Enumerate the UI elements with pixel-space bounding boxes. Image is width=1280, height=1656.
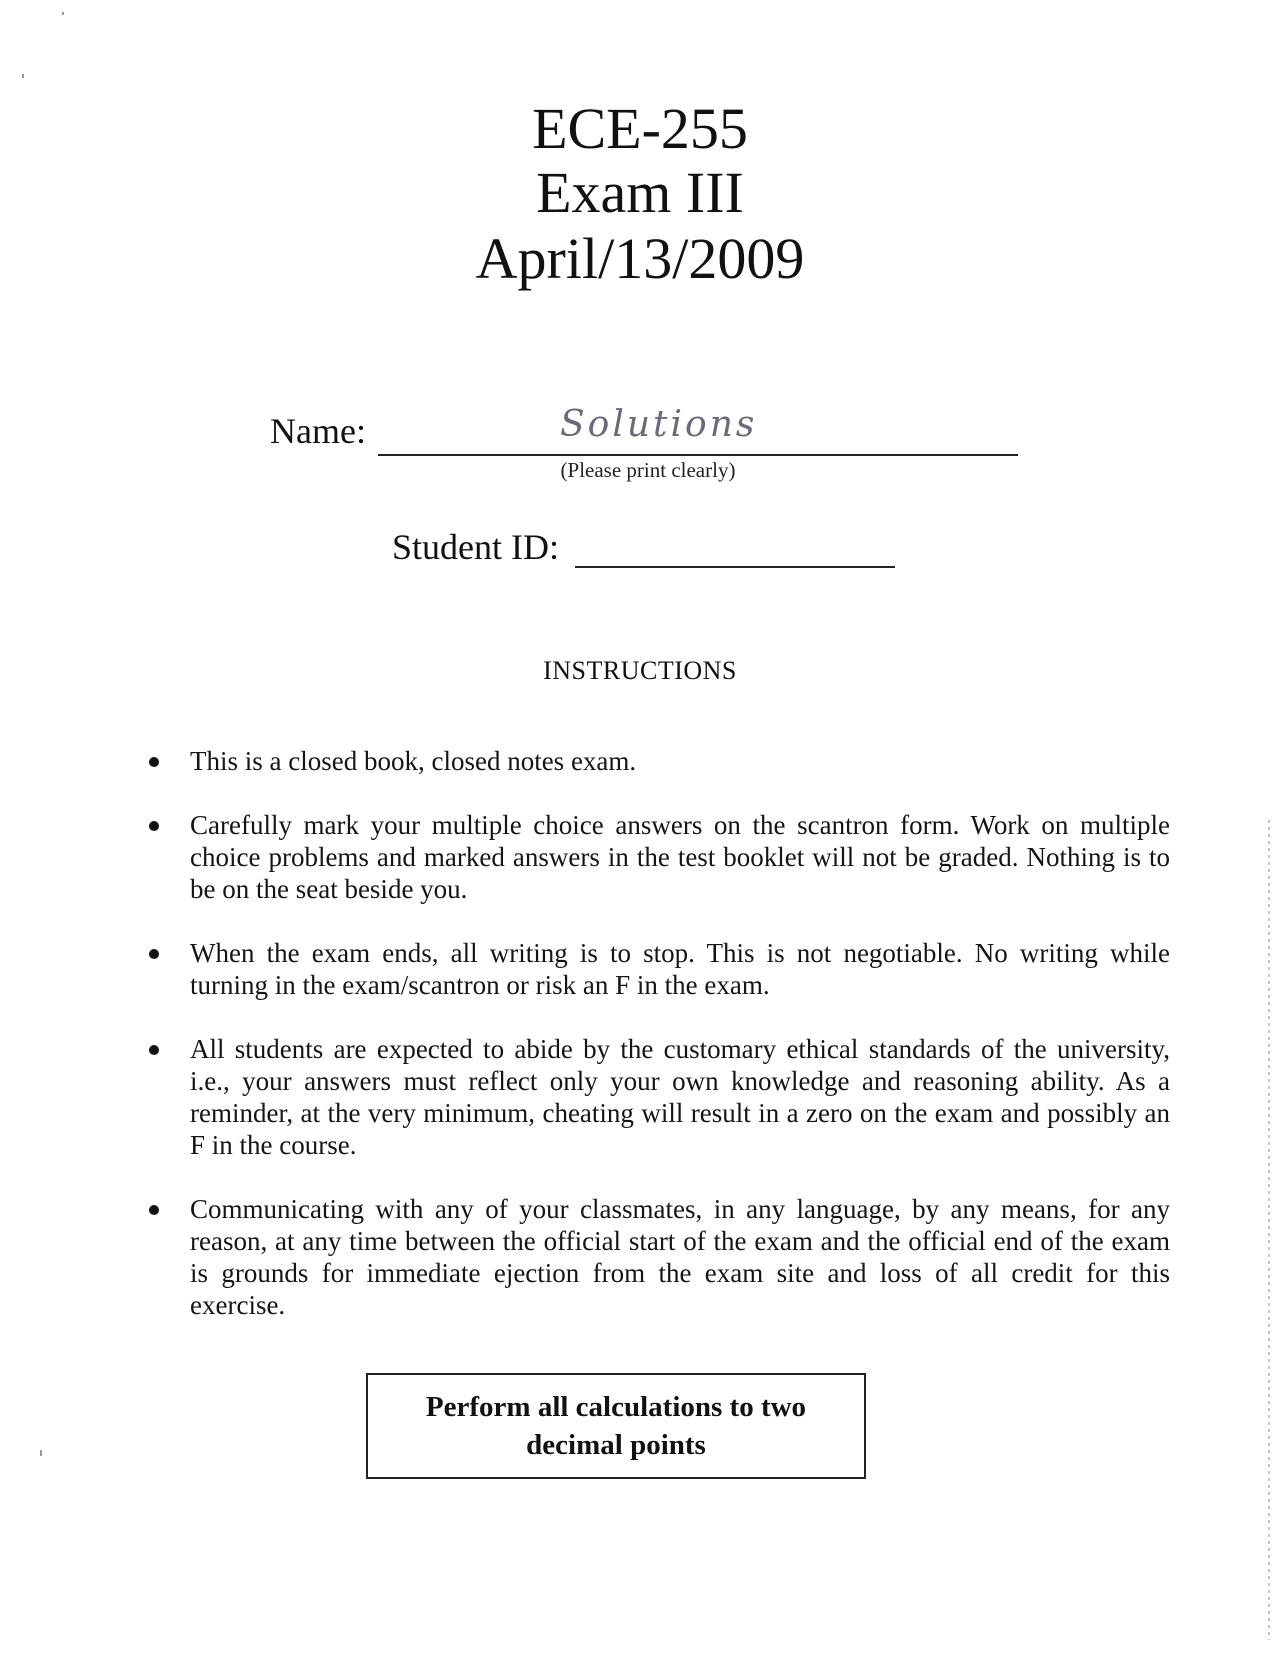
instruction-text: Carefully mark your multiple choice answers on the scantron form. Work on multiple choice problems and marked answers in the test booklet will not be graded. Nothing is to be on the seat beside you.	[190, 810, 1170, 904]
scan-speck	[40, 1450, 42, 1456]
bullet-icon	[149, 1045, 159, 1055]
instruction-item	[145, 1193, 1170, 1321]
bullet-icon	[149, 949, 159, 959]
calculation-notice-box	[366, 1373, 866, 1479]
name-handwritten-value[interactable]: Solutions	[560, 404, 758, 445]
instruction-text: All students are expected to abide by the customary ethical standards of the university, i.e., your answers must reflect only your own knowledge and reasoning ability. As a reminder, at the very minimum, cheating will result in a zero on the exam and possibly an F in the course.	[190, 1034, 1170, 1160]
instruction-item	[145, 937, 1170, 1001]
instruction-text: This is a closed book, closed notes exam.	[190, 746, 637, 776]
name-label: Name:	[270, 411, 366, 451]
bullet-icon	[149, 821, 159, 831]
student-id-field-line[interactable]	[575, 566, 895, 568]
bullet-icon	[149, 1205, 159, 1215]
instruction-item	[145, 809, 1170, 905]
name-field-line[interactable]	[378, 454, 1018, 456]
scan-speck	[22, 74, 24, 78]
exam-title: Exam III	[536, 160, 744, 225]
instruction-item	[145, 745, 1170, 777]
scan-edge-artifact	[1268, 820, 1270, 1640]
name-hint: (Please print clearly)	[560, 458, 736, 482]
exam-date: April/13/2009	[475, 226, 805, 291]
bullet-icon	[149, 757, 159, 767]
calculation-notice-text: Perform all calculations to two decimal points	[425, 1391, 807, 1461]
course-title: ECE-255	[532, 96, 748, 161]
scan-speck	[62, 12, 64, 15]
instruction-text: When the exam ends, all writing is to stop. This is not negotiable. No writing while turning in the exam/scantron or risk an F in the exam.	[190, 938, 1170, 1000]
student-id-label: Student ID:	[392, 527, 559, 567]
instructions-list	[145, 745, 1170, 1353]
instruction-text: Communicating with any of your classmates, in any language, by any means, for any reason, at any time between the official start of the exam and the official end of the exam is grounds for immediate ejection from the exam site and loss of all credit for this exercise.	[190, 1194, 1170, 1320]
instruction-item	[145, 1033, 1170, 1161]
instructions-heading: INSTRUCTIONS	[543, 656, 737, 685]
